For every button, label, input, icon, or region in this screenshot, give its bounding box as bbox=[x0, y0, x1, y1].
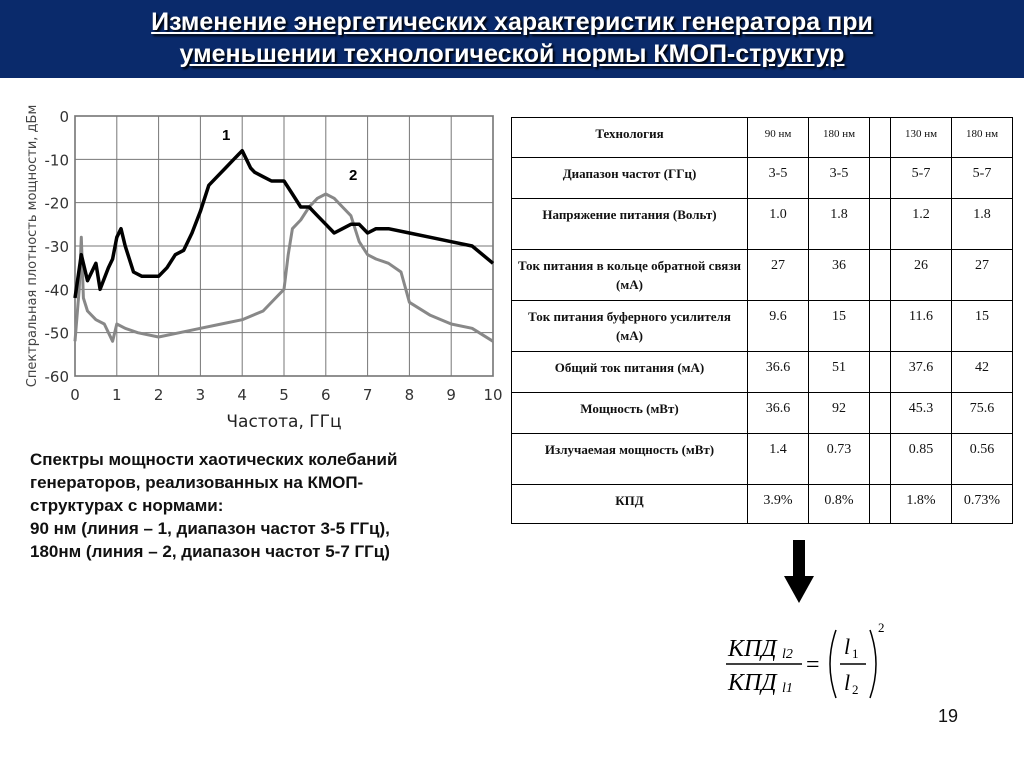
row-label: Ток питания в кольце обратной связи (мА) bbox=[512, 250, 748, 301]
gap-cell bbox=[870, 434, 891, 485]
value-cell: 36.6 bbox=[748, 352, 809, 393]
x-tick-label: 9 bbox=[446, 386, 456, 404]
row-label: КПД bbox=[512, 485, 748, 524]
gap-cell bbox=[870, 199, 891, 250]
formula-l2-sub: 2 bbox=[852, 682, 859, 697]
x-tick-label: 6 bbox=[321, 386, 331, 404]
y-tick-label: -20 bbox=[44, 194, 69, 213]
header-cell: 180 нм bbox=[952, 118, 1013, 158]
value-cell: 27 bbox=[952, 250, 1013, 301]
gap-cell bbox=[870, 250, 891, 301]
row-label: Мощность (мВт) bbox=[512, 393, 748, 434]
value-cell: 1.8 bbox=[809, 199, 870, 250]
table-row bbox=[512, 393, 1013, 434]
table-row bbox=[512, 301, 1013, 352]
efficiency-formula bbox=[720, 618, 900, 704]
x-tick-label: 2 bbox=[153, 386, 164, 404]
value-cell: 0.73% bbox=[952, 485, 1013, 524]
value-cell: 92 bbox=[809, 393, 870, 434]
energy-table bbox=[511, 117, 1013, 524]
value-cell: 51 bbox=[809, 352, 870, 393]
table-row bbox=[512, 199, 1013, 250]
value-cell: 5-7 bbox=[891, 158, 952, 199]
slide-title-line-2: уменьшении технологической нормы КМОП-структур bbox=[179, 40, 845, 68]
gap-cell bbox=[870, 485, 891, 524]
x-tick-label: 4 bbox=[237, 386, 247, 404]
value-cell: 26 bbox=[891, 250, 952, 301]
x-tick-label: 1 bbox=[112, 386, 122, 404]
series-2-label: 2 bbox=[349, 167, 358, 184]
value-cell: 11.6 bbox=[891, 301, 952, 352]
spectrum-chart bbox=[20, 100, 505, 440]
value-cell: 75.6 bbox=[952, 393, 1013, 434]
value-cell: 5-7 bbox=[952, 158, 1013, 199]
value-cell: 0.73 bbox=[809, 434, 870, 485]
value-cell: 36 bbox=[809, 250, 870, 301]
y-tick-label: -40 bbox=[44, 281, 69, 300]
y-tick-label: -30 bbox=[44, 238, 69, 256]
row-label: Диапазон частот (ГГц) bbox=[512, 158, 748, 199]
formula-denominator-sub: l1 bbox=[782, 681, 793, 696]
y-tick-label: 0 bbox=[59, 108, 69, 126]
table-row bbox=[512, 352, 1013, 393]
caption-line: 180нм (линия – 2, диапазон частот 5-7 ГГц) bbox=[30, 542, 390, 561]
value-cell: 37.6 bbox=[891, 352, 952, 393]
value-cell: 1.2 bbox=[891, 199, 952, 250]
series-1-label: 1 bbox=[222, 127, 231, 144]
chart-caption bbox=[30, 448, 480, 563]
caption-line: 90 нм (линия – 1, диапазон частот 3-5 ГГц), bbox=[30, 519, 390, 538]
value-cell: 15 bbox=[809, 301, 870, 352]
x-tick-label: 7 bbox=[362, 386, 373, 404]
y-tick-labels bbox=[45, 108, 70, 386]
row-label: Напряжение питания (Вольт) bbox=[512, 199, 748, 250]
value-cell: 3.9% bbox=[748, 485, 809, 524]
formula-numerator-sub: l2 bbox=[782, 647, 793, 662]
y-tick-label: -50 bbox=[44, 324, 69, 343]
gap-cell bbox=[870, 393, 891, 434]
formula-l1-sub: 1 bbox=[852, 646, 859, 661]
value-cell: 3-5 bbox=[809, 158, 870, 199]
formula-l2: l bbox=[844, 670, 851, 695]
x-tick-labels bbox=[70, 386, 502, 404]
y-tick-label: -60 bbox=[44, 368, 69, 386]
header-label-cell: Технология bbox=[512, 118, 748, 158]
value-cell: 36.6 bbox=[748, 393, 809, 434]
value-cell: 15 bbox=[952, 301, 1013, 352]
value-cell: 1.8 bbox=[952, 199, 1013, 250]
formula-power: 2 bbox=[878, 620, 885, 635]
x-tick-label: 8 bbox=[404, 386, 415, 404]
table-row bbox=[512, 485, 1013, 524]
caption-line: Спектры мощности хаотических колебаний bbox=[30, 450, 398, 469]
gap-cell bbox=[870, 301, 891, 352]
value-cell: 0.8% bbox=[809, 485, 870, 524]
value-cell: 1.0 bbox=[748, 199, 809, 250]
formula-numerator-kpd: КПД bbox=[728, 636, 777, 662]
x-tick-label: 3 bbox=[195, 386, 206, 404]
title-bar bbox=[0, 0, 1024, 78]
value-cell: 0.56 bbox=[952, 434, 1013, 485]
formula-denominator-kpd: КПД bbox=[728, 670, 777, 696]
page-number: 19 bbox=[938, 706, 959, 726]
value-cell: 42 bbox=[952, 352, 1013, 393]
caption-line: структурах с нормами: bbox=[30, 496, 224, 515]
x-tick-label: 5 bbox=[279, 386, 289, 404]
gap-cell bbox=[870, 158, 891, 199]
x-tick-label: 10 bbox=[483, 386, 503, 404]
left-paren bbox=[830, 630, 836, 698]
y-axis-label: Спектральная плотность мощности, дБм bbox=[25, 104, 40, 388]
table-row bbox=[512, 250, 1013, 301]
row-label: Общий ток питания (мА) bbox=[512, 352, 748, 393]
down-arrow-icon bbox=[784, 540, 814, 604]
value-cell: 1.8% bbox=[891, 485, 952, 524]
header-cell: 130 нм bbox=[891, 118, 952, 158]
header-cell: 90 нм bbox=[748, 118, 809, 158]
y-tick-label: -10 bbox=[44, 151, 69, 170]
value-cell: 0.85 bbox=[891, 434, 952, 485]
formula-l1: l bbox=[844, 634, 851, 659]
value-cell: 1.4 bbox=[748, 434, 809, 485]
row-label: Ток питания буферного усилителя (мА) bbox=[512, 301, 748, 352]
header-cell: 180 нм bbox=[809, 118, 870, 158]
right-paren bbox=[870, 630, 876, 698]
gap-cell bbox=[870, 118, 891, 158]
table-header-row bbox=[512, 118, 1013, 158]
table-row bbox=[512, 158, 1013, 199]
value-cell: 45.3 bbox=[891, 393, 952, 434]
value-cell: 27 bbox=[748, 250, 809, 301]
slide-title-line-1: Изменение энергетических характеристик генератора при bbox=[151, 8, 873, 36]
x-tick-label: 0 bbox=[70, 386, 80, 404]
value-cell: 3-5 bbox=[748, 158, 809, 199]
row-label: Излучаемая мощность (мВт) bbox=[512, 434, 748, 485]
gap-cell bbox=[870, 352, 891, 393]
table-row bbox=[512, 434, 1013, 485]
caption-line: генераторов, реализованных на КМОП- bbox=[30, 473, 364, 492]
formula-equals: = bbox=[806, 652, 820, 678]
value-cell: 9.6 bbox=[748, 301, 809, 352]
x-axis-label: Частота, ГГц bbox=[226, 412, 342, 432]
